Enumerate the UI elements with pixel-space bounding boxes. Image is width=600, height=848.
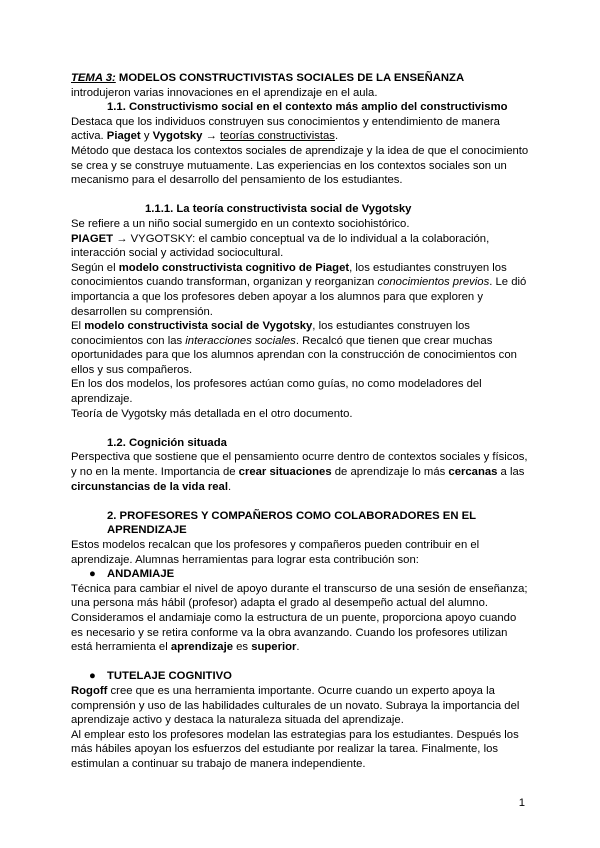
paragraph-2-intro: Estos modelos recalcan que los profesores y compañeros pueden contribuir en el aprendizaje. Alumnas herramientas para lograr esta contribución son: bbox=[71, 539, 480, 566]
paragraph-andamiaje: Técnica para cambiar el nivel de apoyo durante el transcurso de una sesión de enseñanza; una persona más hábil (profesor) adapta el grado al desempeño actual del alumno. Consideramos el andamiaje como la estructura de un puente, proporciona apoyo cuando es necesario y se retira conforme va la obra avanzando. Cuando los profesores utilizan está herramienta el aprendizaje es superior. bbox=[71, 582, 528, 654]
heading-1-1-1: 1.1.1. La teoría constructivista social de Vygotsky bbox=[145, 203, 412, 216]
bullet-tutelaje: ● TUTELAJE COGNITIVO bbox=[89, 670, 232, 683]
paragraph-1-1-1-b: PIAGET → VYGOTSKY: el cambio conceptual va de lo individual a la colaboración, interacción social y actividad sociocultural. bbox=[71, 232, 490, 260]
document-body bbox=[71, 71, 531, 772]
bullet-icon: ● bbox=[89, 568, 96, 581]
page-number: 1 bbox=[518, 797, 525, 809]
intro-paragraph: introdujeron varias innovaciones en el aprendizaje en el aula. bbox=[71, 86, 378, 99]
paragraph-1-1-a: Destaca que los individuos construyen sus conocimientos y entendimiento de manera activa. Piaget y Vygotsky → teorías constructivistas. bbox=[71, 115, 500, 143]
paragraph-1-1-1-f: Teoría de Vygotsky más detallada en el otro documento. bbox=[71, 407, 353, 420]
theories-link: teorías constructivistas bbox=[220, 130, 335, 143]
bullet-andamiaje: ● ANDAMIAJE bbox=[89, 568, 175, 581]
paragraph-tutelaje-a: Rogoff cree que es una herramienta importante. Ocurre cuando un experto apoya la comprensión y uso de las habilidades culturales de un novato. Subraya la importancia del aprendizaje activo y destaca la naturaleza situada del aprendizaje. bbox=[71, 684, 520, 727]
document-title bbox=[71, 71, 531, 86]
paragraph-1-1-1-e: En los dos modelos, los profesores actúan como guías, no como modeladores del aprendizaje. bbox=[71, 378, 482, 406]
title-text: MODELOS CONSTRUCTIVISTAS SOCIALES DE LA ENSEÑANZA bbox=[115, 72, 465, 84]
paragraph-1-1-1-d: El modelo constructivista social de Vygotsky, los estudiantes construyen los conocimientos con las interacciones sociales. Recalcó que tienen que crear muchas oportunidades para que los alumnos aprendan con la construcción de conocimientos con ellos y sus compañeros. bbox=[71, 320, 517, 376]
bullet-icon: ● bbox=[89, 670, 96, 683]
paragraph-1-2: Perspectiva que sostiene que el pensamiento ocurre dentro de contextos sociales y físicos, y no en la mente. Importancia de crear situaciones de aprendizaje lo más cercanas a las circunstancias de la vida real. bbox=[71, 451, 528, 493]
paragraph-1-1-1-c: Según el modelo constructivista cognitivo de Piaget, los estudiantes construyen los conocimientos cuando transforman, organizan y reorganizan conocimientos previos. Le dió importancia a que los profesores deben apoyar a los alumnos para que exploren y desarrollen su comprensión. bbox=[71, 261, 527, 318]
paragraph-1-1-1-a: Se refiere a un niño social sumergido en un contexto sociohistórico. bbox=[71, 217, 410, 230]
tema-label: TEMA 3: bbox=[71, 72, 116, 84]
heading-2: 2. PROFESORES Y COMPAÑEROS COMO COLABORADORES EN EL APRENDIZAJE bbox=[107, 509, 476, 537]
paragraph-1-1-b: Método que destaca los contextos sociales de aprendizaje y la idea de que el conocimiento se crea y se construye mutuamente. Las experiencias en los contextos sociales son un mecanismo para el desarrollo del pensamiento de los estudiantes. bbox=[71, 144, 529, 187]
paragraph-tutelaje-b: Al emplear esto los profesores modelan las estrategias para los estudiantes. Después los más hábiles apoyan los esfuerzos del estudiante por realizar la tarea. Finalmente, los estimulan a continuar su trabajo de manera independiente. bbox=[71, 728, 519, 770]
heading-1-1: 1.1. Constructivismo social en el contexto más amplio del constructivismo bbox=[107, 101, 508, 114]
heading-1-2: 1.2. Cognición situada bbox=[107, 436, 227, 449]
